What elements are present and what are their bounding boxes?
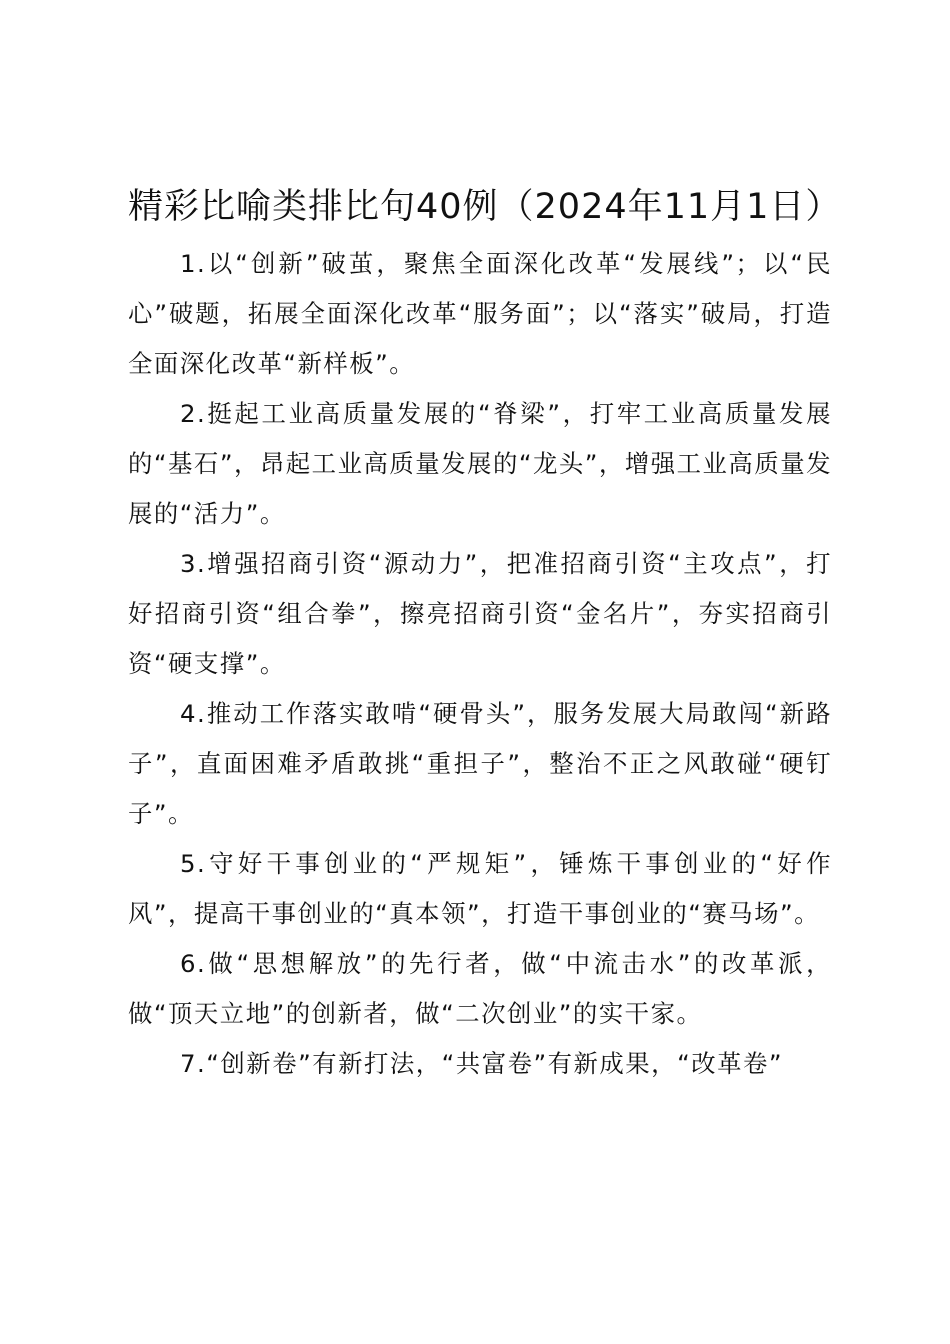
document-title: 精彩比喻类排比句40例（2024年11月1日）	[128, 187, 842, 227]
list-item: 2.挺起工业高质量发展的“脊梁”，打牢工业高质量发展的“基石”，昂起工业高质量发展的“龙头”，增强工业高质量发展的“活力”。	[128, 399, 832, 528]
document-page	[128, 183, 842, 1089]
list-item: 5.守好干事创业的“严规矩”，锤炼干事创业的“好作风”，提高干事创业的“真本领”，打造干事创业的“赛马场”。	[128, 849, 832, 928]
list-item: 4.推动工作落实敢啃“硬骨头”，服务发展大局敢闯“新路子”，直面困难矛盾敢挑“重担子”，整治不正之风敢碰“硬钉子”。	[128, 699, 832, 828]
item-list	[128, 239, 832, 1089]
list-item: 6.做“思想解放”的先行者，做“中流击水”的改革派，做“顶天立地”的创新者，做“二次创业”的实干家。	[128, 949, 832, 1028]
list-item: 1.以“创新”破茧，聚焦全面深化改革“发展线”；以“民心”破题，拓展全面深化改革“服务面”；以“落实”破局，打造全面深化改革“新样板”。	[128, 249, 832, 378]
list-item: 3.增强招商引资“源动力”，把准招商引资“主攻点”，打好招商引资“组合拳”，擦亮招商引资“金名片”，夯实招商引资“硬支撑”。	[128, 549, 832, 678]
list-item: 7.“创新卷”有新打法，“共富卷”有新成果，“改革卷”	[180, 1049, 784, 1078]
